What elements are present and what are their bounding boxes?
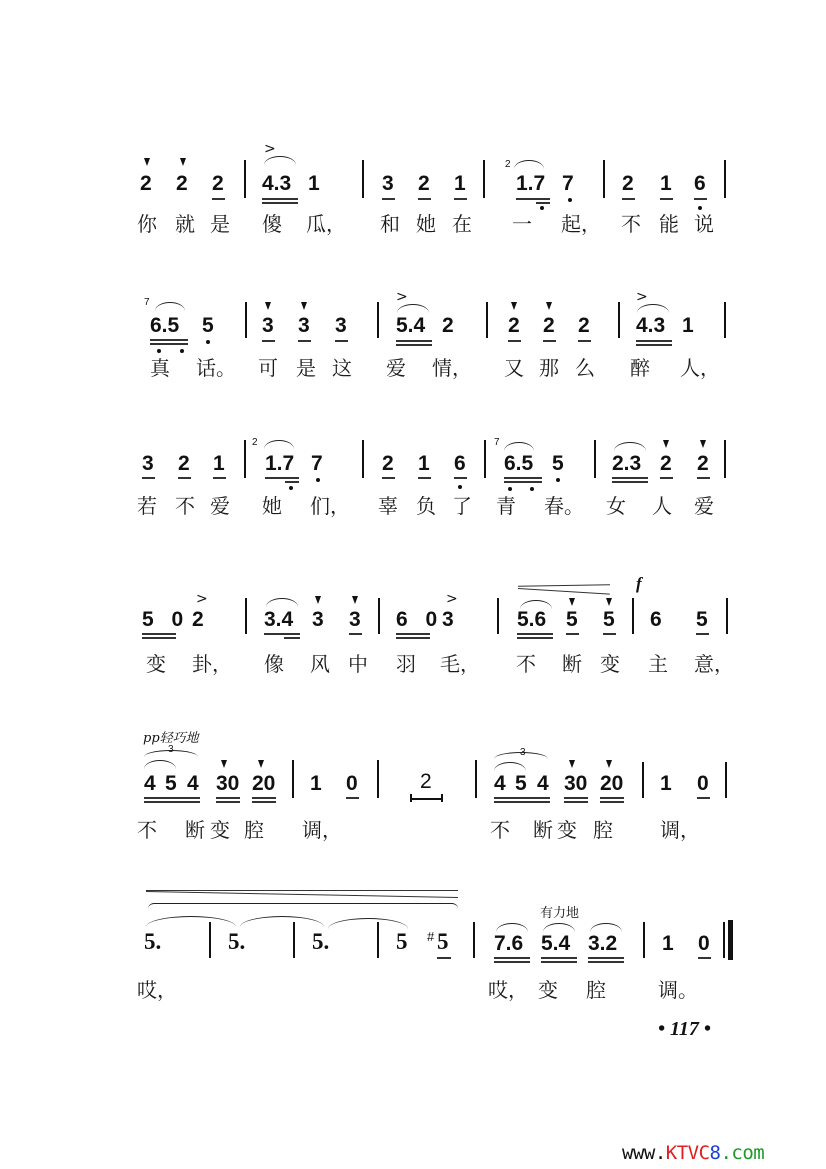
barline [377, 302, 379, 338]
lyric: 就 [175, 212, 195, 236]
barline [293, 922, 295, 958]
lyric: 是 [210, 212, 230, 236]
barline [483, 160, 485, 198]
note: 2 [578, 314, 590, 337]
note: 2 [418, 172, 430, 195]
note: 5. [228, 929, 246, 954]
barline [377, 760, 379, 798]
note: 3 [382, 172, 394, 195]
lyric: 人 [652, 494, 672, 518]
note: 5. [144, 929, 162, 954]
note: 2 [622, 172, 634, 195]
lyric: 哎， [137, 978, 177, 1002]
lyric: 醉 [630, 356, 650, 380]
note: 1.7 [516, 172, 546, 195]
accent-mark: > [264, 141, 276, 157]
grace-note: 2 [505, 159, 511, 170]
note: 1 [454, 172, 466, 195]
lyric: 意， [694, 652, 734, 676]
lyric: 断 [533, 818, 553, 842]
note: 7.6 [494, 932, 524, 955]
lyric: 不 [137, 818, 157, 842]
lyric: 变 [210, 818, 230, 842]
note: 2 [660, 452, 672, 475]
lyric: 断 [562, 652, 582, 676]
note: 3 [335, 314, 347, 337]
note: 5.4 [396, 314, 426, 337]
lyric: 春。 [544, 494, 584, 518]
grace-note: 2 [252, 437, 258, 448]
lyric: 不 [490, 818, 510, 842]
note: 7 [311, 452, 323, 475]
grace-note: 7 [494, 437, 500, 448]
lyric: 哎， [488, 978, 528, 1002]
lyric: 不 [175, 494, 195, 518]
note: 20 [252, 772, 276, 795]
note: 4 [537, 772, 549, 795]
barline [726, 598, 728, 634]
lyric: 情， [432, 356, 472, 380]
watermark-brand-blue: 8 [709, 1142, 721, 1164]
lyric: 她 [416, 212, 436, 236]
note: 1 [213, 452, 225, 475]
barline [362, 440, 364, 478]
note: 5.6 [517, 608, 547, 631]
lyric: 像 [264, 652, 284, 676]
barline [473, 922, 475, 958]
note: 2 [212, 172, 224, 195]
final-barline-thin [723, 922, 725, 958]
lyric: 变 [538, 978, 558, 1002]
barline [244, 160, 246, 198]
note: 4 [494, 772, 506, 795]
final-barline-thick [728, 920, 733, 960]
note: 4 [187, 772, 199, 795]
note: 5 [696, 608, 708, 631]
expression-marking: pp轻巧地 [143, 731, 199, 746]
note: 3.4 [264, 608, 294, 631]
lyric: 瓜， [306, 212, 346, 236]
note: 1 [660, 172, 672, 195]
lyric: 爱 [210, 494, 230, 518]
note: 2 [543, 314, 555, 337]
lyric: 她 [262, 494, 282, 518]
note: 1 [682, 314, 694, 337]
note: 2 [442, 314, 454, 337]
note: 2 [382, 452, 394, 475]
note: 2.3 [612, 452, 642, 475]
lyric: 那 [539, 356, 559, 380]
page-number: • 117 • [658, 1018, 711, 1040]
lyric: 变 [557, 818, 577, 842]
lyric: 说 [694, 212, 714, 236]
barline [245, 302, 247, 338]
note: 6 [454, 452, 466, 475]
barline [497, 598, 499, 634]
watermark-prefix: www. [622, 1142, 666, 1164]
note: 30 [564, 772, 588, 795]
note: 5 [202, 314, 214, 337]
note: 2 [178, 452, 190, 475]
note: 5 [396, 929, 408, 954]
note: 0 [346, 772, 358, 795]
lyric: 你 [137, 212, 157, 236]
note: 4.3 [636, 314, 666, 337]
lyric: 毛， [440, 652, 480, 676]
note: 2 [192, 608, 204, 631]
note: 6.5 [504, 452, 534, 475]
decrescendo-hairpin [146, 890, 458, 891]
note: 6.5 [150, 314, 180, 337]
barline [725, 762, 727, 798]
expression-marking: 有力地 [540, 906, 580, 921]
lyric: 负 [416, 494, 436, 518]
lyric: 变 [146, 652, 166, 676]
phrase-slur [148, 903, 458, 914]
decrescendo-hairpin [518, 584, 610, 587]
barline [362, 160, 364, 198]
note: 5 [566, 608, 578, 631]
lyric: 一 [512, 212, 532, 236]
note: 5 [552, 452, 564, 475]
watermark-suffix: .com [720, 1142, 765, 1164]
barline [244, 440, 246, 478]
note: 3 [442, 608, 454, 631]
lyric: 腔 [593, 818, 613, 842]
watermark [622, 1142, 764, 1164]
note: 6 [650, 608, 662, 631]
note: 2 [176, 172, 188, 195]
lyric: 在 [452, 212, 472, 236]
note: 3 [312, 608, 324, 631]
lyric: 是 [296, 356, 316, 380]
note: 2 [508, 314, 520, 337]
note: 5 [515, 772, 527, 795]
barline [209, 922, 211, 958]
lyric: 辜 [378, 494, 398, 518]
sharp-icon: # [427, 929, 435, 944]
lyric: 又 [504, 356, 524, 380]
lyric: 傻 [262, 212, 282, 236]
lyric: 真 [150, 356, 170, 380]
note: 3.2 [588, 932, 618, 955]
barline [643, 922, 645, 958]
barline [642, 762, 644, 798]
lyric: 爱 [386, 356, 406, 380]
note: 2 [140, 172, 152, 195]
note: 1 [308, 172, 320, 195]
lyric: 变 [600, 652, 620, 676]
note: 1.7 [265, 452, 295, 475]
barline [603, 160, 605, 198]
lyric: 青 [496, 494, 516, 518]
lyric: 断 [185, 818, 205, 842]
note: 3 [262, 314, 274, 337]
barline [484, 440, 486, 478]
note: 3 [142, 452, 154, 475]
note: 5.4 [541, 932, 571, 955]
staccato-mark [144, 158, 150, 166]
note: 30 [216, 772, 240, 795]
fermata-bracket [410, 798, 442, 800]
lyric: 腔 [244, 818, 264, 842]
lyric: 不 [516, 652, 536, 676]
lyric: 女 [606, 494, 626, 518]
lyric: 么 [575, 356, 595, 380]
lyric: 调， [660, 818, 700, 842]
barline [724, 440, 726, 478]
note: 20 [600, 772, 624, 795]
watermark-brand-red: KTVC [665, 1142, 710, 1164]
note: 3 [298, 314, 310, 337]
note: 4 [144, 772, 156, 795]
dynamic-forte: f [636, 574, 642, 593]
lyric: 起， [561, 212, 601, 236]
barline [724, 302, 726, 338]
note: 7 [562, 172, 574, 195]
lyric: 可 [258, 356, 278, 380]
note: 1 [418, 452, 430, 475]
note: 5. [312, 929, 330, 954]
lyric: 了 [452, 494, 472, 518]
lyric: 主 [648, 652, 668, 676]
lyric: 卦， [192, 652, 232, 676]
lyric: 调， [302, 818, 342, 842]
note: 5 [165, 772, 177, 795]
barline [724, 160, 726, 198]
barline [245, 598, 247, 634]
staccato-mark [180, 158, 186, 166]
barline [475, 760, 477, 798]
note: 4.3 [262, 172, 292, 195]
lyric: 爱 [694, 494, 714, 518]
lyric: 腔 [586, 978, 606, 1002]
note: 0 [697, 772, 709, 795]
barline [618, 302, 620, 338]
note: 6 0 [396, 608, 444, 631]
note: 6 [694, 172, 706, 195]
lyric: 风 [310, 652, 330, 676]
note: 3 [349, 608, 361, 631]
barline [377, 922, 379, 958]
barline [486, 302, 488, 338]
note-held: 2 [420, 770, 432, 793]
note: 5 [603, 608, 615, 631]
lyric: 不 [621, 212, 641, 236]
note: 0 [698, 932, 710, 955]
lyric: 和 [380, 212, 400, 236]
note: 1 [662, 932, 674, 955]
lyric: 这 [332, 356, 352, 380]
lyric: 话。 [196, 356, 236, 380]
lyric: 们， [310, 494, 350, 518]
note: 1 [660, 772, 672, 795]
note: 5 0 [142, 608, 190, 631]
barline [292, 760, 294, 798]
tuplet-number: 3 [168, 744, 174, 755]
lyric: 人， [680, 356, 720, 380]
barline [594, 440, 596, 478]
lyric: 能 [659, 212, 679, 236]
lyric: 若 [137, 494, 157, 518]
barline [378, 598, 380, 634]
grace-note: 7 [144, 297, 150, 308]
barline [632, 598, 634, 634]
lyric: 调。 [658, 978, 698, 1002]
note: 1 [310, 772, 322, 795]
lyric: 中 [348, 652, 368, 676]
note: 2 [697, 452, 709, 475]
lyric: 羽 [396, 652, 416, 676]
note: 5 [437, 929, 449, 954]
